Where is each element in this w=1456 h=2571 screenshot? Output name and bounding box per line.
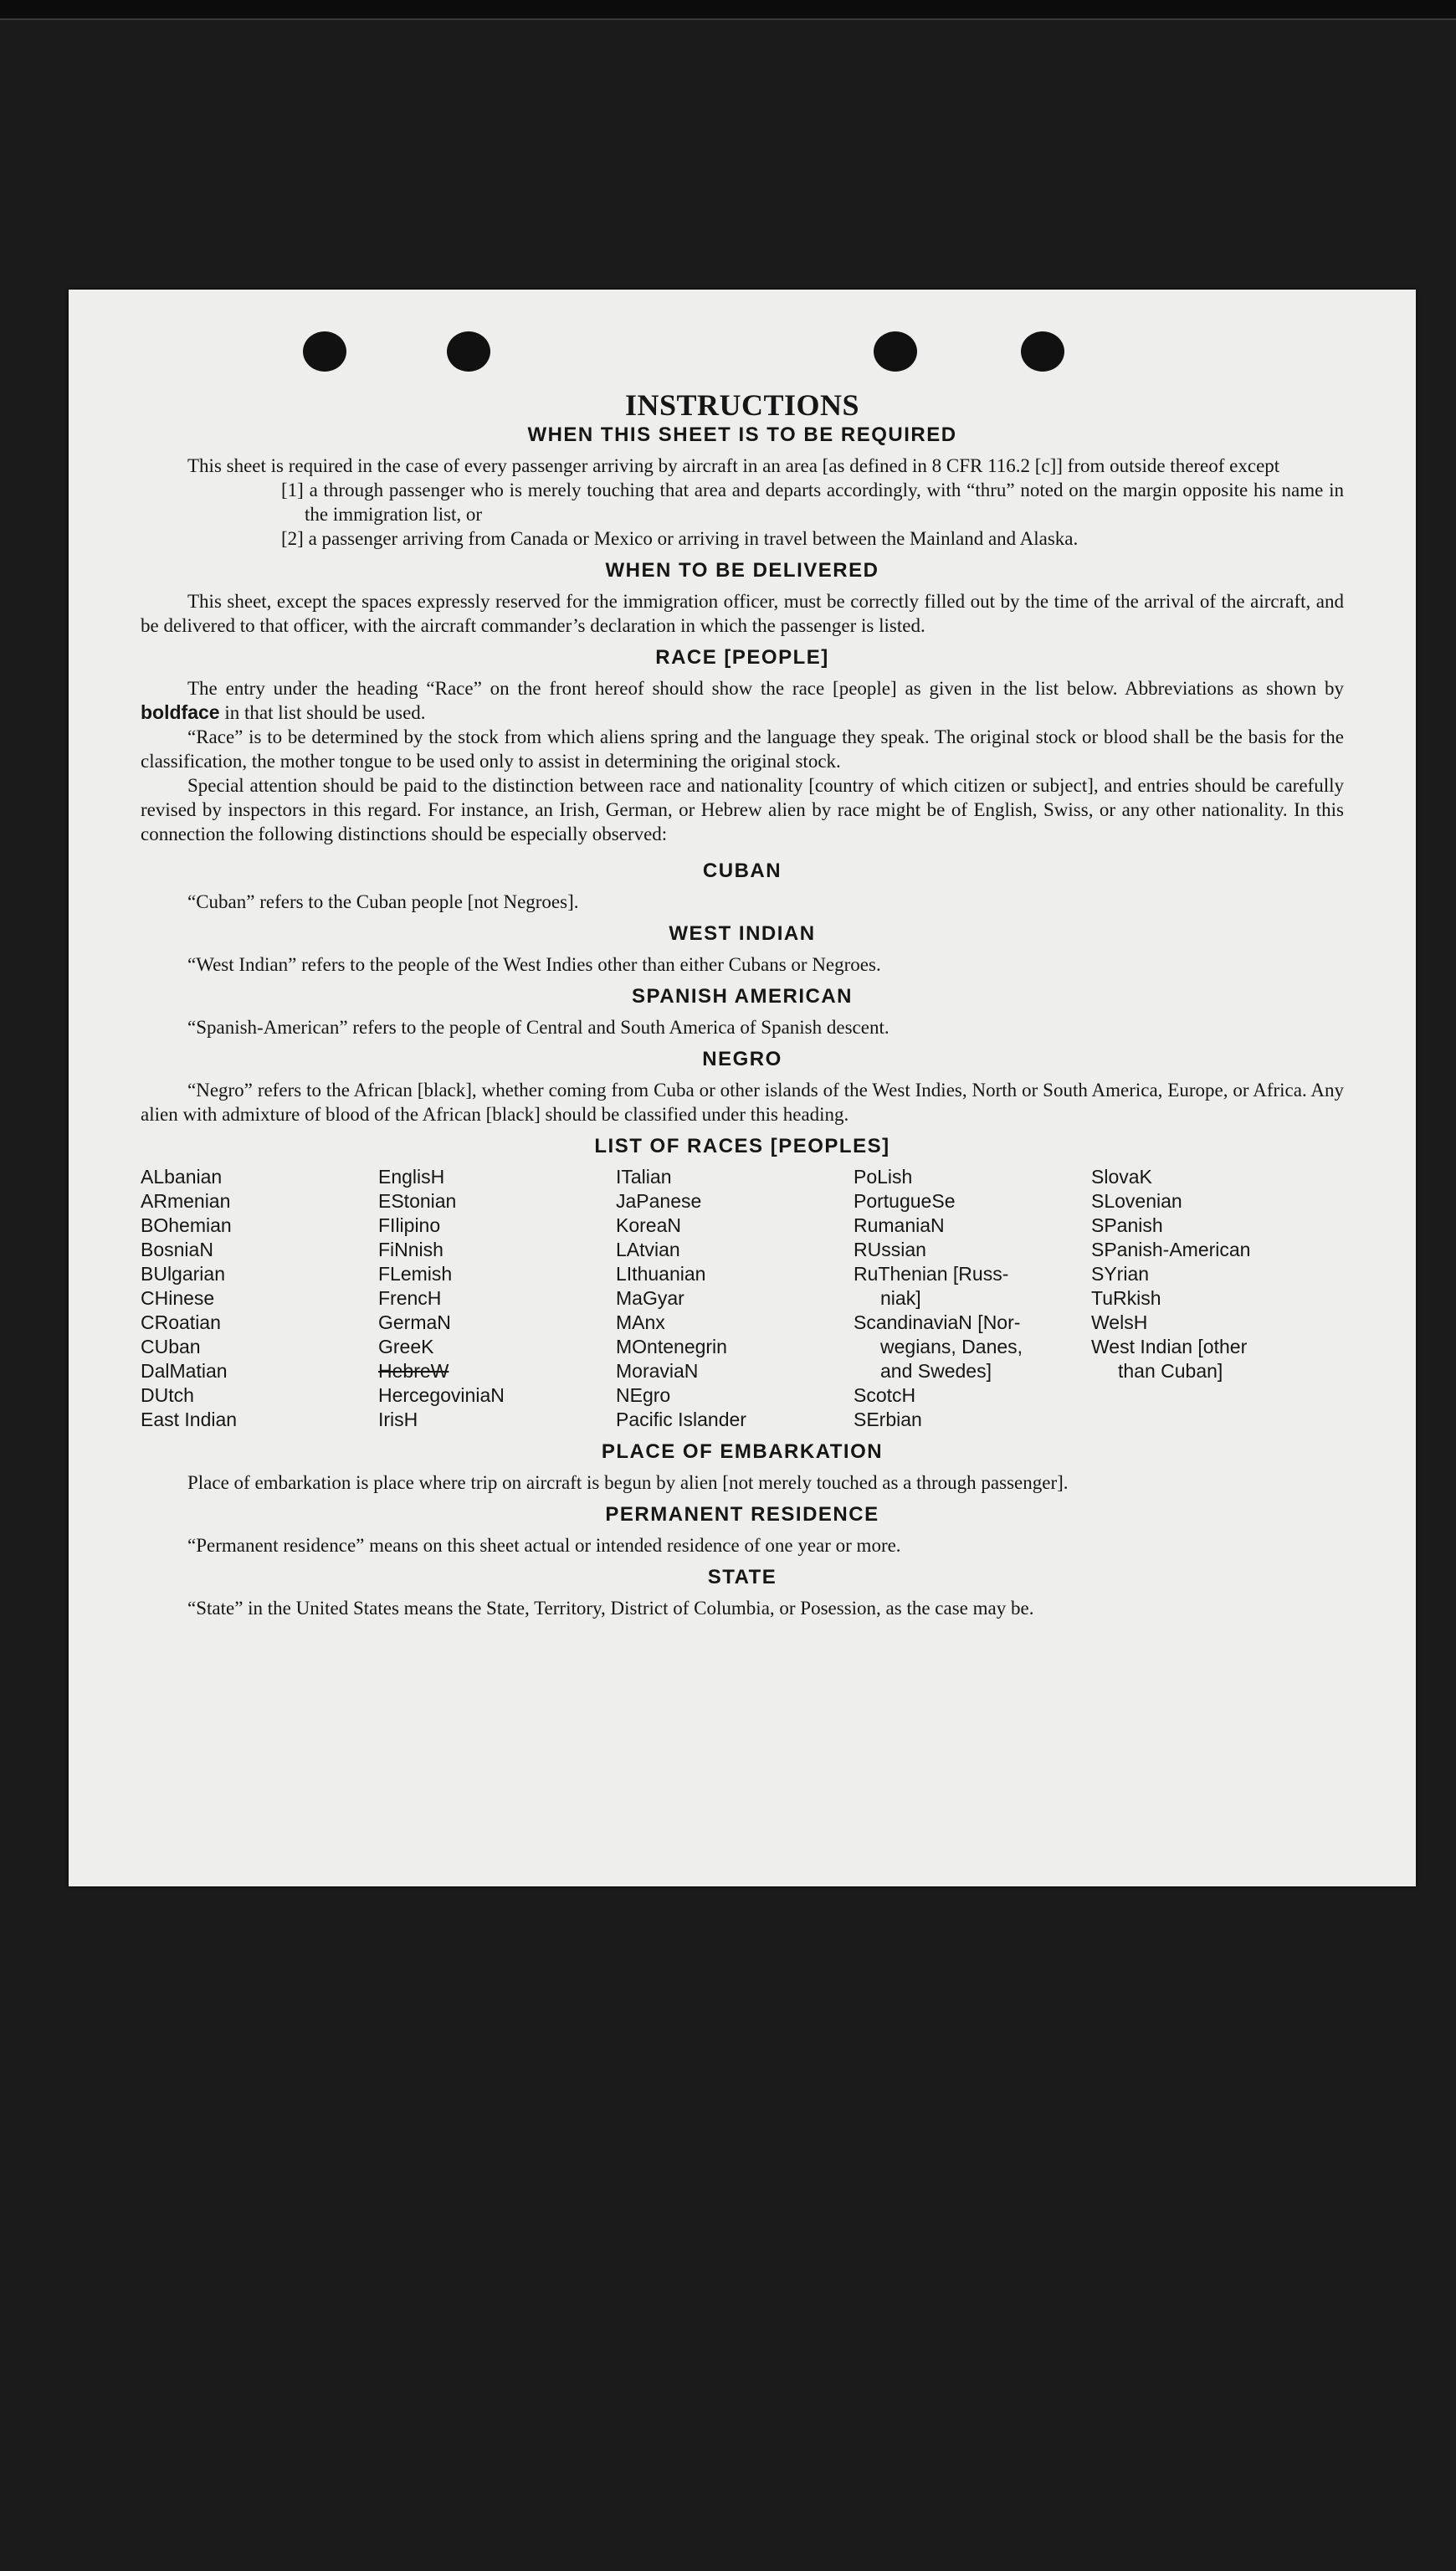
race-item: GreeK — [378, 1336, 434, 1357]
race-item: BUlgarian — [141, 1263, 225, 1285]
race-item: PortugueSe — [854, 1190, 956, 1212]
race-item: PoLish — [854, 1166, 913, 1188]
race-item: CUban — [141, 1336, 201, 1357]
race-item: SlovaK — [1091, 1166, 1152, 1188]
heading-spanish-american: SPANISH AMERICAN — [631, 985, 853, 1008]
races-list — [141, 1165, 1344, 1432]
race-item: SLovenian — [1091, 1190, 1182, 1212]
state-text: “State” in the United States means the State, Territory, District of Columbia, or Posession, as the case may be. — [187, 1598, 1034, 1619]
race-item-struck: HebreW — [378, 1360, 449, 1382]
punch-hole — [303, 331, 346, 372]
race-item: EnglisH — [378, 1166, 445, 1188]
race-item: ITalian — [616, 1166, 672, 1188]
punch-hole — [447, 331, 490, 372]
race-item: EStonian — [378, 1190, 457, 1212]
races-column — [141, 1165, 378, 1432]
heading-embarkation: PLACE OF EMBARKATION — [601, 1440, 884, 1463]
races-column — [616, 1165, 854, 1432]
race-item: LAtvian — [616, 1239, 680, 1260]
race-item: ARmenian — [141, 1190, 231, 1212]
race-item: HercegoviniaN — [378, 1384, 505, 1406]
race-item: JaPanese — [616, 1190, 702, 1212]
spanish-american-text: “Spanish-American” refers to the people of Central and South America of Spanish descent. — [187, 1017, 889, 1038]
punch-hole — [1021, 331, 1064, 372]
race-p1-end: in that list should be used. — [219, 702, 426, 723]
race-paragraph-3: Special attention should be paid to the distinction between race and nationality [country of which citizen or subject], and entries should be carefully revised by inspectors in this regard. For instance, an Irish, German, or Hebrew alien by race might be of English, Swiss, or any other nationality. In this connection the following distinctions should be especially observed: — [141, 775, 1344, 844]
race-item: FrencH — [378, 1287, 442, 1309]
race-item: CRoatian — [141, 1311, 221, 1333]
race-item: CHinese — [141, 1287, 215, 1309]
race-item: DUtch — [141, 1384, 194, 1406]
race-item: RumaniaN — [854, 1214, 945, 1236]
race-item: SYrian — [1091, 1263, 1150, 1285]
race-p1-boldface: boldface — [141, 701, 220, 723]
race-item: MoraviaN — [616, 1360, 699, 1382]
race-item: MOntenegrin — [616, 1336, 727, 1357]
heading-negro: NEGRO — [702, 1048, 782, 1070]
race-item: WelsH — [1091, 1311, 1148, 1333]
race-item-continued: niak] — [880, 1287, 921, 1309]
race-p1-start: The entry under the heading “Race” on the front hereof should show the race [people] as given in the list below. Abbreviations as shown by — [187, 678, 1344, 699]
race-item: RUssian — [854, 1239, 926, 1260]
race-item: MaGyar — [616, 1287, 684, 1309]
embarkation-text: Place of embarkation is place where trip on aircraft is begun by alien [not merely touched as a through passenger]. — [187, 1472, 1069, 1493]
west-indian-text: “West Indian” refers to the people of the West Indies other than either Cubans or Negroes. — [187, 954, 881, 975]
race-paragraph-2: “Race” is to be determined by the stock from which aliens spring and the language they speak. The original stock or blood shall be the basis for the classification, the mother tongue to be used only to assist in determining the original stock. — [141, 726, 1344, 772]
heading-west-indian: WEST INDIAN — [669, 922, 816, 945]
race-item: IrisH — [378, 1409, 418, 1430]
race-item: East Indian — [141, 1409, 238, 1430]
heading-state: STATE — [707, 1566, 777, 1588]
required-item-1: [1] a through passenger who is merely touching that area and departs accordingly, with “thru” noted on the margin opposite his name in the immigration list, or — [281, 480, 1344, 525]
race-item: NEgro — [616, 1384, 671, 1406]
required-intro: This sheet is required in the case of every passenger arriving by aircraft in an area [as defined in 8 CFR 116.2 [c]] from outside thereof except — [187, 455, 1280, 476]
film-edge — [0, 0, 1456, 20]
heading-list-of-races: LIST OF RACES [PEOPLES] — [594, 1135, 890, 1157]
race-item-continued: than Cuban] — [1118, 1360, 1223, 1382]
race-item: LIthuanian — [616, 1263, 706, 1285]
races-column — [378, 1165, 616, 1432]
race-item: West Indian [other — [1091, 1336, 1248, 1357]
race-item: FLemish — [378, 1263, 453, 1285]
race-item: SPanish-American — [1091, 1239, 1251, 1260]
race-item: DalMatian — [141, 1360, 228, 1382]
cuban-text: “Cuban” refers to the Cuban people [not Negroes]. — [187, 891, 579, 912]
race-item: GermaN — [378, 1311, 451, 1333]
races-column — [1091, 1165, 1329, 1432]
race-item: ScandinaviaN [Nor- — [854, 1311, 1021, 1333]
race-item: FIlipino — [378, 1214, 441, 1236]
race-item: MAnx — [616, 1311, 665, 1333]
race-item: FiNnish — [378, 1239, 443, 1260]
races-column — [854, 1165, 1091, 1432]
heading-delivered: WHEN TO BE DELIVERED — [605, 559, 879, 582]
residence-text: “Permanent residence” means on this sheet actual or intended residence of one year or more. — [187, 1535, 901, 1556]
delivered-text: This sheet, except the spaces expressly reserved for the immigration officer, must be correctly filled out by the time of the arrival of the aircraft, and be delivered to that officer, with the aircraft commander’s declaration in which the passenger is listed. — [141, 591, 1344, 636]
race-item: SPanish — [1091, 1214, 1163, 1236]
heading-cuban: CUBAN — [702, 860, 782, 882]
heading-race: RACE [PEOPLE] — [655, 646, 829, 669]
race-item: TuRkish — [1091, 1287, 1161, 1309]
negro-text: “Negro” refers to the African [black], whether coming from Cuba or other islands of the West Indies, North or South America, Europe, or Africa. Any alien with admixture of blood of the African [black] should be classified under this heading. — [141, 1080, 1344, 1125]
race-item-continued: wegians, Danes, — [880, 1336, 1023, 1357]
race-item: Pacific Islander — [616, 1409, 746, 1430]
race-item: BOhemian — [141, 1214, 232, 1236]
race-item: KoreaN — [616, 1214, 681, 1236]
punch-hole — [874, 331, 917, 372]
race-item: BosniaN — [141, 1239, 213, 1260]
heading-permanent-residence: PERMANENT RESIDENCE — [605, 1503, 879, 1526]
race-paragraph-1 — [141, 676, 1344, 725]
instruction-sheet — [69, 290, 1416, 1886]
race-item-continued: and Swedes] — [880, 1360, 992, 1382]
race-item: RuThenian [Russ- — [854, 1263, 1009, 1285]
race-item: ScotcH — [854, 1384, 916, 1406]
heading-required: WHEN THIS SHEET IS TO BE REQUIRED — [527, 423, 957, 446]
race-item: ALbanian — [141, 1166, 223, 1188]
race-item: SErbian — [854, 1409, 922, 1430]
required-item-2: [2] a passenger arriving from Canada or Mexico or arriving in travel between the Mainland and Alaska. — [281, 528, 1079, 549]
page-title: INSTRUCTIONS — [624, 388, 860, 422]
